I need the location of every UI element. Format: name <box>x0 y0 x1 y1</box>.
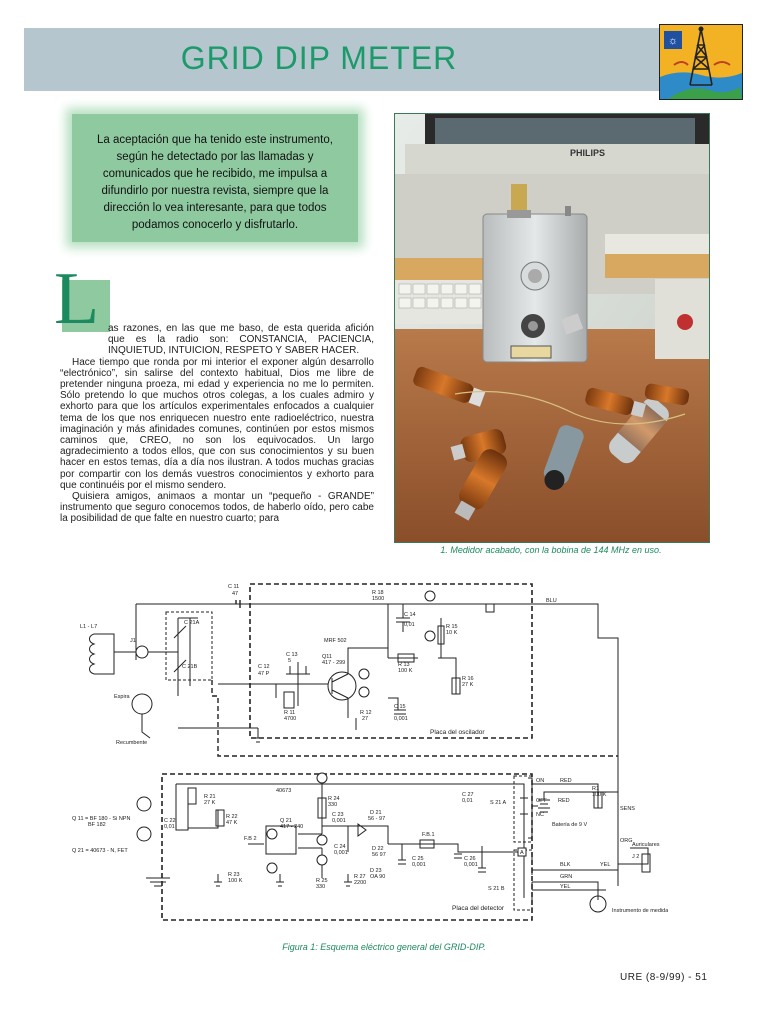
label-red-2: RED <box>558 798 570 804</box>
intro-text: La aceptación que ha tenido este instrumento, según he detectado por las llamadas y comunicados que he recibido, me impulsa a difundirlo por nuestra revista, siempre que la dirección lo vea interesante, para que todos podamos conocerlo y disfrutarlo. <box>97 134 333 231</box>
label-c14: C 14 <box>404 612 416 618</box>
label-d21-value: 56 - 97 <box>368 816 386 822</box>
label-j2: J 2 <box>632 854 640 860</box>
header-band <box>24 28 742 91</box>
label-mrf: MRF 502 <box>324 638 347 644</box>
label-c26-value: 0,001 <box>464 862 478 868</box>
label-c11: C 11 <box>228 584 240 590</box>
label-org: ORG <box>620 838 633 844</box>
label-a: A <box>520 850 524 856</box>
label-c22: C 22 <box>164 818 176 824</box>
label-sens: SENS <box>620 806 635 812</box>
intro-box <box>72 114 358 242</box>
label-r12-value: 27 <box>362 716 369 722</box>
label-r11: R 11 <box>284 710 296 716</box>
detector-board-outline <box>162 774 532 920</box>
label-r12: R 12 <box>360 710 372 716</box>
label-espira: Espira <box>114 694 130 700</box>
label-c23-value: 0,001 <box>332 818 346 824</box>
label-c15-value: 0,001 <box>394 716 408 722</box>
label-q21-value: 417 - 240 <box>280 824 304 830</box>
label-instrument: Instrumento de medida <box>612 908 668 914</box>
label-c12: C 12 <box>258 664 270 670</box>
label-blk: BLK <box>560 862 571 868</box>
label-c13-value: 5 <box>288 658 292 664</box>
label-c24: C 24 <box>334 844 346 850</box>
label-j1: J1 <box>130 638 136 644</box>
label-c21a: C 21A <box>184 620 200 626</box>
label-q21: Q 21 <box>280 818 292 824</box>
label-q11-value: 417 - 299 <box>322 660 346 666</box>
label-nc: NC <box>536 812 544 818</box>
label-fb1: F.B.1 <box>422 832 435 838</box>
label-c15: C 15 <box>394 704 406 710</box>
label-r23: R 23 <box>228 872 240 878</box>
photo-caption: 1. Medidor acabado, con la bobina de 144 MHz en uso. <box>440 545 662 555</box>
label-c24-value: 0,001 <box>334 850 348 856</box>
label-r22-value: 47 K <box>226 820 238 826</box>
label-s21b: S 21 B <box>488 886 505 892</box>
dropcap-letter: L <box>54 258 100 340</box>
label-c13: C 13 <box>286 652 298 658</box>
label-r23-value: 100 K <box>228 878 243 884</box>
label-c25: C 25 <box>412 856 424 862</box>
article-body <box>60 323 374 525</box>
label-c25-value: 0,001 <box>412 862 426 868</box>
label-c21b: C 21B <box>182 664 198 670</box>
label-r1-value: 100 K <box>592 792 607 798</box>
label-c14-value: 0,01 <box>404 622 415 628</box>
label-q11: Q11 <box>322 654 332 660</box>
label-d21: D 21 <box>370 810 382 816</box>
paragraph-1: as razones, en las que me baso, de esta querida afición que es la radio son: CONSTANCIA, PACIENCIA, INQUIETUD, INTUICION, RESPETO Y SABER HACER. <box>108 323 374 357</box>
label-r16: R 16 <box>462 676 474 682</box>
label-r25-value: 330 <box>316 884 326 890</box>
label-oscillator-board: Placa del oscilador <box>430 729 485 736</box>
label-q11-type-2: BF 182 <box>88 822 106 828</box>
label-r21-value: 27 K <box>204 800 216 806</box>
label-r24-value: 330 <box>328 802 338 808</box>
label-red-1: RED <box>560 778 572 784</box>
label-d23: D 23 <box>370 868 382 874</box>
label-r13: R 13 <box>398 662 410 668</box>
label-d22-value: 56 97 <box>372 852 386 858</box>
circuit-schematic <box>58 578 668 936</box>
label-s21a: S 21 A <box>490 800 507 806</box>
label-d23-value: OA 90 <box>370 874 386 880</box>
label-yel-2: YEL <box>560 884 571 890</box>
label-c11-value: 47 <box>232 591 239 597</box>
monitor-brand: PHILIPS <box>570 148 606 158</box>
label-r11-value: 4700 <box>284 716 297 722</box>
label-r18-value: 1500 <box>372 596 385 602</box>
label-r22: R 22 <box>226 814 238 820</box>
label-c23: C 23 <box>332 812 344 818</box>
label-d22: D 22 <box>372 846 384 852</box>
label-yel-1: YEL <box>600 862 611 868</box>
label-l1: L1 - L7 <box>80 624 98 630</box>
label-c26: C 26 <box>464 856 476 862</box>
label-q21-type: Q 21 = 40673 - N, FET <box>72 848 128 854</box>
paragraph-3: Quisiera amigos, animaos a montar un “pequeño - GRANDE” instrumento que seguro conocemos todos, de haberlo oído, pero cabe la posibilidad de que falte en nuestro cuarto; para <box>60 491 374 525</box>
paragraph-2: Hace tiempo que ronda por mi interior el exponer algún desarrollo “electrónico”, sin salirse del contexto habitual, Dios me libre de pretender ninguna proeza, mi edad y experiencia no me lo permiten. Sólo pretendo lo que muchos otros colegas, a los cuales admiro y exhorto para que los artículos experimentales enfocados a cualquier tema de los que nos enriquecen nuestro ente radioeléctrico, nuestra imaginación y más afinidades comunes, continúen por estos mismos caminos que, CREO, no son los equivocados. Un largo agradecimiento a todos ellos, que con sus conocimientos y su buen hacer en estos temas, día a día nos ilustran. A todos muchas gracias por compartir con los demás vuestros conocimientos y exhorto para que continuéis por el mismo sendero. <box>60 356 374 491</box>
label-q11-type: Q 11 = BF 180 - Si NPN <box>72 816 131 822</box>
label-c12-value: 47 P <box>258 671 270 677</box>
ure-logo <box>659 24 743 100</box>
label-battery: Batería de 9 V <box>552 822 588 828</box>
label-r1: R1 <box>592 786 600 792</box>
label-recumbente: Recumbente <box>116 740 148 746</box>
device-photo <box>394 113 710 543</box>
label-r21: R 21 <box>204 794 216 800</box>
label-detector-board: Placa del detector <box>452 905 505 912</box>
label-blu: BLU <box>546 598 557 604</box>
label-r13-value: 100 K <box>398 668 413 674</box>
page-footer: URE (8-9/99) - 51 <box>620 972 708 983</box>
page-title: GRID DIP METER <box>180 40 458 76</box>
label-c22-value: 0,01 <box>164 824 175 830</box>
label-off: OFF <box>536 798 547 804</box>
label-r27: R 27 <box>354 874 366 880</box>
label-chip: 40673 <box>276 788 292 794</box>
label-c27: C 27 <box>462 792 474 798</box>
label-c27-value: 0,01 <box>462 798 473 804</box>
label-auriculares: Auriculares <box>632 842 660 848</box>
label-r16-value: 27 K <box>462 682 474 688</box>
label-r24: R 24 <box>328 796 340 802</box>
label-r15-value: 10 K <box>446 630 458 636</box>
label-fb2: F.B 2 <box>244 836 257 842</box>
label-r18: R 18 <box>372 590 384 596</box>
label-grn: GRN <box>560 874 573 880</box>
label-on: ON <box>536 778 545 784</box>
label-r15: R 15 <box>446 624 458 630</box>
figure-caption: Figura 1: Esquema eléctrico general del GRID-DIP. <box>282 942 486 952</box>
label-r25: R 25 <box>316 878 328 884</box>
svg-text:☼: ☼ <box>667 35 679 47</box>
label-r27-value: 2200 <box>354 880 367 886</box>
tower-logo-icon <box>660 25 742 99</box>
